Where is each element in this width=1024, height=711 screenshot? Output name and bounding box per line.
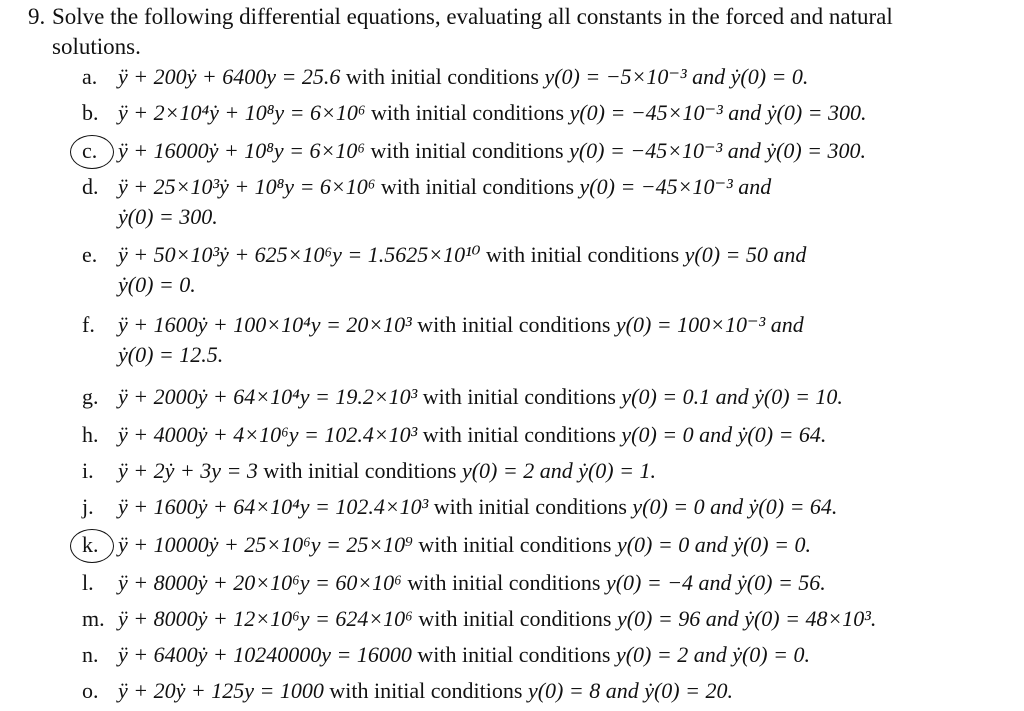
- initial-conditions: y(0) = 100×10⁻³ and: [615, 312, 804, 337]
- differential-equation: ÿ + 25×10³ẏ + 10⁸y = 6×10⁶: [118, 174, 376, 199]
- initial-conditions: y(0) = 8 and ẏ(0) = 20.: [527, 678, 733, 703]
- equation-item: [82, 456, 1002, 486]
- item-label: n.: [82, 642, 99, 667]
- item-label: [82, 136, 118, 166]
- equation-item: [82, 568, 1002, 598]
- conditions-text: with initial conditions: [364, 138, 570, 163]
- initial-conditions: y(0) = −5×10⁻³ and ẏ(0) = 0.: [544, 64, 809, 89]
- conditions-text: with initial conditions: [412, 532, 617, 557]
- equation-item: [82, 310, 1002, 370]
- item-label: l.: [82, 570, 94, 595]
- item-label: a.: [82, 64, 98, 89]
- problem-statement-line1: Solve the following differential equations, evaluating all constants in the forced and natural: [52, 4, 893, 29]
- conditions-text: with initial conditions: [257, 458, 462, 483]
- initial-conditions: y(0) = 0 and ẏ(0) = 64.: [621, 422, 827, 447]
- initial-conditions: y(0) = −4 and ẏ(0) = 56.: [605, 570, 826, 595]
- item-label: j.: [82, 494, 94, 519]
- differential-equation: ÿ + 1600ẏ + 64×10⁴y = 102.4×10³: [118, 494, 429, 519]
- differential-equation: ÿ + 6400ẏ + 10240000y = 16000: [118, 642, 412, 667]
- item-label: b.: [82, 100, 99, 125]
- conditions-text: with initial conditions: [480, 242, 685, 267]
- item-label: f.: [82, 312, 95, 337]
- conditions-text: with initial conditions: [428, 494, 633, 519]
- conditions-text: with initial conditions: [411, 312, 616, 337]
- item-label: e.: [82, 242, 98, 267]
- initial-conditions: y(0) = 0 and ẏ(0) = 0.: [616, 532, 811, 557]
- equation-item: [82, 420, 1002, 450]
- conditions-text: with initial conditions: [323, 678, 528, 703]
- initial-conditions-continued: ẏ(0) = 0.: [118, 272, 196, 297]
- initial-conditions: y(0) = 2 and ẏ(0) = 0.: [615, 642, 810, 667]
- differential-equation: ÿ + 1600ẏ + 100×10⁴y = 20×10³: [118, 312, 412, 337]
- differential-equation: ÿ + 200ẏ + 6400y = 25.6: [118, 64, 341, 89]
- equation-item: [82, 136, 1002, 166]
- initial-conditions: y(0) = 50 and: [684, 242, 807, 267]
- initial-conditions: y(0) = 0 and ẏ(0) = 64.: [632, 494, 838, 519]
- conditions-text: with initial conditions: [340, 64, 545, 89]
- equation-item: [82, 492, 1002, 522]
- item-label: m.: [82, 606, 105, 631]
- item-label: i.: [82, 458, 94, 483]
- initial-conditions: y(0) = 96 and ẏ(0) = 48×10³.: [616, 606, 877, 631]
- conditions-text: with initial conditions: [411, 642, 616, 667]
- circle-mark-icon: [70, 529, 114, 563]
- equation-item: [82, 240, 1002, 300]
- equation-item: [82, 604, 1002, 634]
- circle-mark-icon: [70, 135, 114, 169]
- item-label: o.: [82, 678, 99, 703]
- conditions-text: with initial conditions: [365, 100, 570, 125]
- problem-statement-line2: solutions.: [52, 34, 141, 59]
- conditions-text: with initial conditions: [375, 174, 580, 199]
- item-label: h.: [82, 422, 99, 447]
- conditions-text: with initial conditions: [412, 606, 617, 631]
- problem-number: 9.: [28, 4, 46, 29]
- item-label: [82, 530, 118, 560]
- conditions-text: with initial conditions: [417, 422, 622, 447]
- item-label: g.: [82, 384, 99, 409]
- differential-equation: ÿ + 50×10³ẏ + 625×10⁶y = 1.5625×10¹⁰: [118, 242, 481, 267]
- initial-conditions: y(0) = 2 and ẏ(0) = 1.: [461, 458, 656, 483]
- initial-conditions: y(0) = −45×10⁻³ and ẏ(0) = 300.: [569, 138, 867, 163]
- conditions-text: with initial conditions: [401, 570, 606, 595]
- differential-equation: ÿ + 2×10⁴ẏ + 10⁸y = 6×10⁶: [118, 100, 366, 125]
- differential-equation: ÿ + 4000ẏ + 4×10⁶y = 102.4×10³: [118, 422, 418, 447]
- conditions-text: with initial conditions: [417, 384, 622, 409]
- differential-equation: ÿ + 8000ẏ + 12×10⁶y = 624×10⁶: [118, 606, 413, 631]
- initial-conditions: y(0) = −45×10⁻³ and ẏ(0) = 300.: [569, 100, 867, 125]
- equation-item: [82, 382, 1002, 412]
- equation-item: [82, 530, 1002, 560]
- differential-equation: ÿ + 2ẏ + 3y = 3: [118, 458, 258, 483]
- differential-equation: ÿ + 2000ẏ + 64×10⁴y = 19.2×10³: [118, 384, 418, 409]
- equation-item: [82, 640, 1002, 670]
- initial-conditions: y(0) = 0.1 and ẏ(0) = 10.: [621, 384, 843, 409]
- equation-item: [82, 62, 1002, 92]
- differential-equation: ÿ + 16000ẏ + 10⁸y = 6×10⁶: [118, 138, 365, 163]
- problem-heading: [28, 2, 1003, 62]
- initial-conditions-continued: ẏ(0) = 300.: [118, 204, 218, 229]
- differential-equation: ÿ + 10000ẏ + 25×10⁶y = 25×10⁹: [118, 532, 413, 557]
- equation-item: [82, 98, 1002, 128]
- differential-equation: ÿ + 20ẏ + 125y = 1000: [118, 678, 324, 703]
- item-label-text: k.: [82, 532, 99, 557]
- item-label: d.: [82, 174, 99, 199]
- item-label-text: c.: [82, 138, 98, 163]
- equation-item: [82, 172, 1002, 232]
- differential-equation: ÿ + 8000ẏ + 20×10⁶y = 60×10⁶: [118, 570, 402, 595]
- initial-conditions: y(0) = −45×10⁻³ and: [579, 174, 772, 199]
- equation-item: [82, 676, 1002, 706]
- initial-conditions-continued: ẏ(0) = 12.5.: [118, 342, 224, 367]
